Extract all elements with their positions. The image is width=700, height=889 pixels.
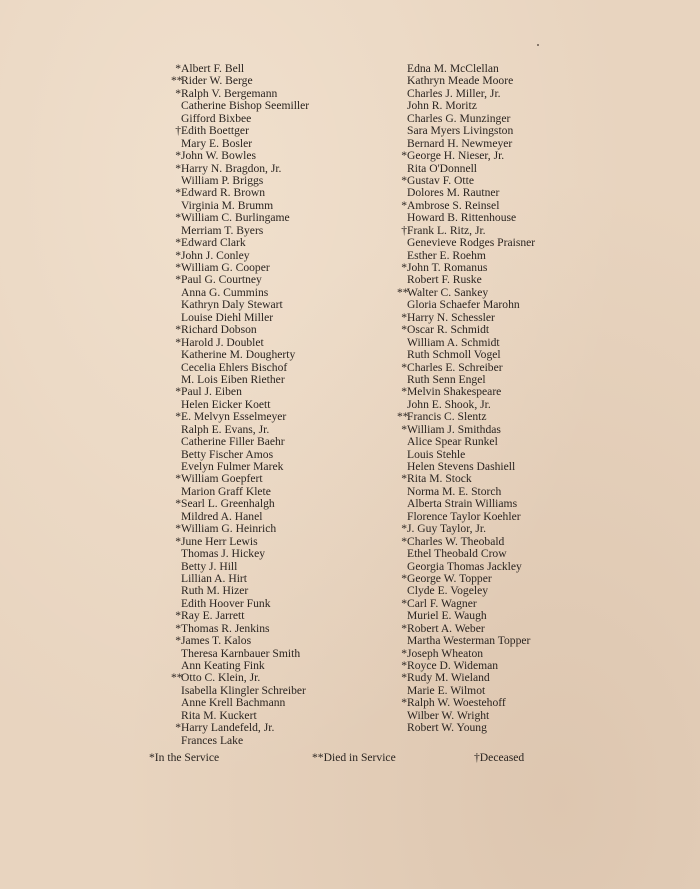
- person-name: Ralph W. Woestehoff: [407, 696, 506, 710]
- person-name: Ray E. Jarrett: [181, 609, 245, 623]
- person-name: Oscar R. Schmidt: [407, 323, 490, 337]
- paper-speck: [537, 44, 539, 46]
- person-name: Catherine Bishop Seemiller: [181, 99, 310, 113]
- service-mark: *: [175, 62, 181, 75]
- person-name: Charles E. Schreiber: [407, 360, 503, 374]
- person-name: Virginia M. Brumm: [181, 198, 274, 212]
- service-mark: *: [401, 671, 407, 685]
- person-name: Georgia Thomas Jackley: [407, 559, 522, 573]
- person-name: Ruth Schmoll Vogel: [407, 348, 501, 362]
- service-mark: *: [175, 721, 181, 735]
- service-mark: *: [175, 410, 181, 424]
- person-name: John J. Conley: [181, 248, 250, 262]
- person-name: Martha Westerman Topper: [407, 634, 531, 648]
- person-name: Katherine M. Dougherty: [181, 348, 296, 362]
- person-name: Helen Eicker Koett: [181, 397, 271, 411]
- service-mark: *: [175, 634, 181, 648]
- person-name: Muriel E. Waugh: [407, 609, 487, 623]
- person-name: William C. Burlingame: [181, 211, 290, 225]
- person-name: Carl F. Wagner: [407, 596, 477, 610]
- service-mark: *: [401, 659, 407, 672]
- person-name: Joseph Wheaton: [407, 646, 484, 660]
- person-name: Thomas J. Hickey: [181, 547, 266, 561]
- person-name: John W. Bowles: [181, 149, 257, 163]
- person-name: Alice Spear Runkel: [407, 435, 498, 449]
- person-name: Marion Graff Klete: [181, 484, 271, 498]
- service-mark: *: [175, 248, 181, 262]
- person-name: Edward R. Brown: [181, 186, 266, 200]
- person-name: Anne Krell Bachmann: [181, 696, 286, 710]
- person-name: Harry N. Bragdon, Jr.: [181, 161, 282, 175]
- service-mark: *: [175, 211, 181, 225]
- name-entry: [171, 735, 309, 747]
- service-mark: *: [175, 273, 181, 287]
- service-mark: *: [401, 149, 407, 163]
- names-column-left: [171, 63, 309, 747]
- person-name: Kathryn Daly Stewart: [181, 298, 283, 312]
- service-mark: *: [401, 696, 407, 710]
- person-name: Robert A. Weber: [407, 621, 485, 635]
- service-mark: **: [171, 671, 183, 685]
- person-name: Frank L. Ritz, Jr.: [407, 223, 486, 237]
- person-name: Howard B. Rittenhouse: [407, 211, 517, 225]
- service-mark: *: [401, 422, 407, 436]
- service-mark: *: [401, 621, 407, 635]
- service-mark: *: [401, 522, 407, 536]
- service-mark: *: [401, 534, 407, 548]
- service-mark: †: [401, 223, 407, 237]
- person-name: Lillian A. Hirt: [181, 571, 248, 585]
- person-name: Marie E. Wilmot: [407, 683, 486, 697]
- person-name: Esther E. Roehm: [407, 248, 486, 262]
- service-mark: *: [175, 149, 181, 163]
- service-mark: *: [401, 198, 407, 212]
- person-name: Isabella Klingler Schreiber: [181, 683, 306, 697]
- service-mark: *: [175, 86, 181, 100]
- person-name: Robert W. Young: [407, 721, 487, 735]
- person-name: Rita M. Kuckert: [181, 708, 257, 722]
- service-mark: *: [401, 472, 407, 486]
- service-mark: **: [397, 410, 409, 424]
- service-mark: *: [175, 522, 181, 536]
- service-mark: *: [175, 323, 181, 337]
- service-mark: **: [171, 74, 183, 88]
- person-name: Merriam T. Byers: [181, 223, 264, 237]
- person-name: Genevieve Rodges Praisner: [407, 236, 536, 250]
- person-name: Anna G. Cummins: [181, 285, 269, 299]
- person-name: Paul G. Courtney: [181, 273, 262, 287]
- service-mark: *: [401, 310, 407, 324]
- person-name: Ruth Senn Engel: [407, 372, 486, 386]
- person-name: Harry Landefeld, Jr.: [181, 721, 275, 735]
- person-name: Edith Boettger: [181, 124, 249, 138]
- service-mark: *: [401, 596, 407, 610]
- service-mark: *: [401, 261, 407, 274]
- person-name: Charles G. Munzinger: [407, 111, 511, 125]
- person-name: Rita M. Stock: [407, 472, 472, 486]
- person-name: Louis Stehle: [407, 447, 466, 461]
- service-mark: *: [175, 621, 181, 635]
- person-name: Royce D. Wideman: [407, 659, 499, 672]
- person-name: Clyde E. Vogeley: [407, 584, 489, 598]
- person-name: Edward Clark: [181, 236, 246, 250]
- person-name: Searl L. Greenhalgh: [181, 497, 275, 511]
- person-name: John T. Romanus: [407, 261, 488, 274]
- person-name: Kathryn Meade Moore: [407, 74, 514, 88]
- person-name: William G. Cooper: [181, 261, 270, 274]
- person-name: Wilber W. Wright: [407, 708, 490, 722]
- person-name: Harold J. Doublet: [181, 335, 264, 349]
- person-name: Theresa Karnbauer Smith: [181, 646, 301, 660]
- person-name: Betty J. Hill: [181, 559, 238, 573]
- person-name: Charles W. Theobald: [407, 534, 505, 548]
- person-name: Gustav F. Otte: [407, 173, 475, 187]
- person-name: Dolores M. Rautner: [407, 186, 500, 200]
- person-name: Ralph V. Bergemann: [181, 86, 278, 100]
- name-entry: [397, 722, 535, 734]
- person-name: William A. Schmidt: [407, 335, 500, 349]
- service-mark: *: [401, 571, 407, 585]
- person-name: M. Lois Eiben Riether: [181, 372, 285, 386]
- person-name: Cecelia Ehlers Bischof: [181, 360, 288, 374]
- person-name: Rita O'Donnell: [407, 161, 478, 175]
- person-name: John E. Shook, Jr.: [407, 397, 491, 411]
- person-name: Ann Keating Fink: [181, 659, 265, 672]
- person-name: Walter C. Sankey: [407, 285, 489, 299]
- person-name: Evelyn Fulmer Marek: [181, 460, 284, 473]
- person-name: William G. Heinrich: [181, 522, 277, 536]
- person-name: William J. Smithdas: [407, 422, 501, 436]
- person-name: Gloria Schaefer Marohn: [407, 298, 520, 312]
- person-name: Helen Stevens Dashiell: [407, 460, 516, 473]
- service-mark: **: [397, 285, 409, 299]
- service-mark: *: [175, 472, 181, 486]
- service-mark: *: [175, 335, 181, 349]
- person-name: Albert F. Bell: [181, 62, 245, 75]
- person-name: Robert F. Ruske: [407, 273, 482, 287]
- person-name: Harry N. Schessler: [407, 310, 495, 324]
- person-name: Betty Fischer Amos: [181, 447, 274, 461]
- service-mark: *: [175, 534, 181, 548]
- person-name: Norma M. E. Storch: [407, 484, 502, 498]
- service-mark: *: [175, 385, 181, 399]
- person-name: James T. Kalos: [181, 634, 252, 648]
- person-name: Catherine Filler Baehr: [181, 435, 285, 449]
- service-mark: *: [175, 161, 181, 175]
- person-name: Louise Diehl Miller: [181, 310, 274, 324]
- person-name: Thomas R. Jenkins: [181, 621, 270, 635]
- person-name: Rider W. Berge: [181, 74, 253, 88]
- person-name: J. Guy Taylor, Jr.: [407, 522, 487, 536]
- person-name: E. Melvyn Esselmeyer: [181, 410, 287, 424]
- person-name: Ethel Theobald Crow: [407, 547, 507, 561]
- person-name: Charles J. Miller, Jr.: [407, 86, 501, 100]
- service-mark: *: [175, 186, 181, 200]
- person-name: Paul J. Eiben: [181, 385, 242, 399]
- person-name: Mildred A. Hanel: [181, 509, 263, 523]
- person-name: June Herr Lewis: [181, 534, 258, 548]
- person-name: William Goepfert: [181, 472, 263, 486]
- person-name: Ruth M. Hizer: [181, 584, 249, 598]
- names-column-right: [397, 63, 535, 735]
- service-mark: *: [401, 360, 407, 374]
- person-name: George H. Nieser, Jr.: [407, 149, 505, 163]
- service-mark: *: [175, 609, 181, 623]
- person-name: Alberta Strain Williams: [407, 497, 518, 511]
- person-name: John R. Moritz: [407, 99, 477, 113]
- person-name: Melvin Shakespeare: [407, 385, 502, 399]
- service-mark: *: [175, 261, 181, 274]
- service-mark: *: [401, 646, 407, 660]
- person-name: Sara Myers Livingston: [407, 124, 514, 138]
- legend-died-in-service: **Died in Service: [312, 751, 396, 764]
- person-name: Ralph E. Evans, Jr.: [181, 422, 270, 436]
- person-name: William P. Briggs: [181, 173, 264, 187]
- service-mark: *: [175, 236, 181, 250]
- person-name: Bernard H. Newmeyer: [407, 136, 513, 150]
- person-name: Gifford Bixbee: [181, 111, 252, 125]
- person-name: Francis C. Slentz: [407, 410, 487, 424]
- person-name: Rudy M. Wieland: [407, 671, 490, 685]
- person-name: Otto C. Klein, Jr.: [181, 671, 261, 685]
- person-name: George W. Topper: [407, 571, 492, 585]
- person-name: Ambrose S. Reinsel: [407, 198, 500, 212]
- person-name: Edna M. McClellan: [407, 62, 499, 75]
- person-name: Florence Taylor Koehler: [407, 509, 521, 523]
- service-mark: *: [175, 497, 181, 511]
- legend-deceased: †Deceased: [474, 751, 525, 764]
- service-mark: *: [401, 173, 407, 187]
- service-mark: *: [401, 385, 407, 399]
- service-mark: †: [175, 124, 181, 138]
- person-name: Richard Dobson: [181, 323, 257, 337]
- legend-in-service: *In the Service: [149, 751, 220, 764]
- person-name: Mary E. Bosler: [181, 136, 253, 150]
- person-name: Frances Lake: [181, 733, 244, 747]
- service-mark: *: [401, 323, 407, 337]
- person-name: Edith Hoover Funk: [181, 596, 271, 610]
